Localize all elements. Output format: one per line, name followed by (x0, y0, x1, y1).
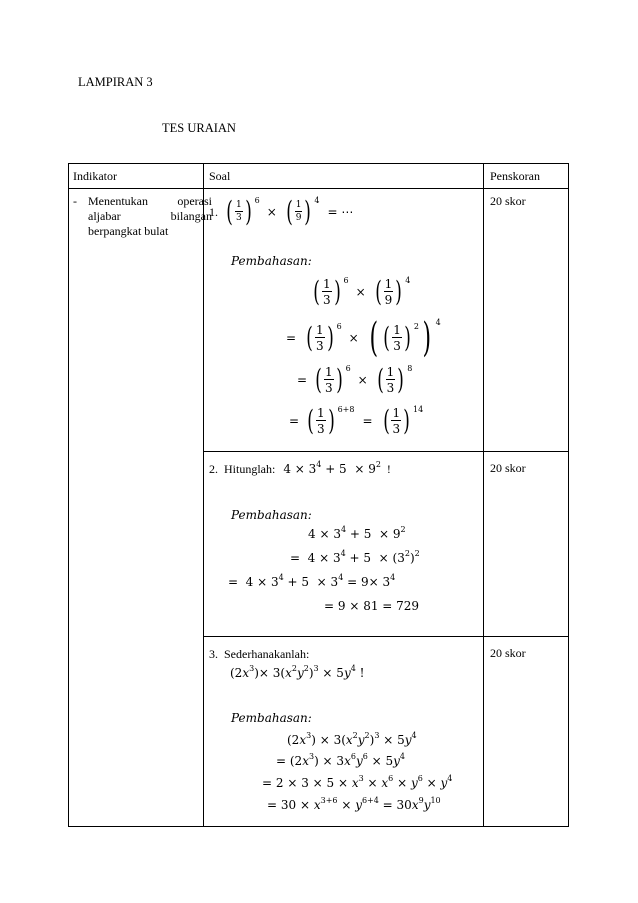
q3-number: 3. (209, 646, 218, 661)
q3-expression: $(2x^3)\times 3(x^2y^2)^3 \times 5y^4$ ! (230, 664, 365, 680)
q2-step-3-tail: = 9× 3 (347, 575, 391, 589)
q1-step-2: = ( $\frac{1}{3}$ ) 6 × ( ( $\frac{1}{3}$ ) 2 ) 4 (286, 315, 441, 361)
q2-expression: 2. Hitunglah: $4 \times 3^4 + 5 \times 9^2$ ! (209, 460, 391, 476)
q3-prompt: Sederhanakanlah: (224, 646, 310, 661)
header-indikator: Indikator (73, 169, 117, 183)
header-penskoran: Penskoran (490, 169, 540, 183)
q2-step-1: $4 \times 3^4 + 5 \times 9^2$ (308, 525, 406, 541)
q3-score: 20 skor (490, 646, 526, 660)
q2-step-4: = 9 × 81 = 729 (324, 599, 420, 613)
q2-pembahasan-label: Pembahasan: (231, 508, 312, 522)
page-title: LAMPIRAN 3 (78, 75, 153, 89)
q3-step-3: = $2 \times 3 \times 5 \times x^3 \times x^6 \times y^6 \times y^4$ (262, 774, 453, 790)
indikator-dash: - (73, 194, 77, 208)
q1-score: 20 skor (490, 194, 526, 208)
q2-step-2: = $4 \times 3^4 + 5 \times (3^2)^2$ (290, 549, 420, 565)
q2-score: 20 skor (490, 461, 526, 475)
q1-tail: = ⋯ (327, 205, 354, 219)
q3-pembahasan-label: Pembahasan: (231, 711, 312, 725)
q2-prompt: Hitunglah: (224, 461, 276, 476)
indikator-text: Menentukan operasi aljabar bilangan berpangkat bulat (88, 194, 212, 238)
q2-excl: ! (386, 461, 391, 476)
q1-pembahasan-label: Pembahasan: (231, 254, 312, 268)
q1-step-4: = ( $\frac{1}{3}$ ) 6+8 = ( $\frac{1}{3}$ ) 14 (289, 404, 424, 437)
q2-step-3: = $4 \times 3^4 + 5 \times 3^4 = 9\times 3^4$ (228, 573, 396, 589)
q1-step-1: ( $\frac{1}{3}$ ) 6 × ( $\frac{1}{9}$ ) 4 (313, 275, 411, 308)
q3-step-1: $(2x^3) \times 3(x^2y^2)^3 \times 5y^4$ (287, 731, 417, 747)
q3-step-2: = $(2x^3) \times 3x^6y^6 \times 5y^4$ (276, 752, 406, 768)
q1-expression: 1. ( $\frac{1}{3}$ ) 6 × ( $\frac{1}{9}$ ) 4 = ⋯ (209, 195, 354, 228)
q3-step-4: = $30 \times x^{3+6} \times y^{6+4} = 30x^9y^{10}$ (267, 796, 441, 812)
q2-number: 2. (209, 461, 218, 476)
page-subtitle: TES URAIAN (162, 121, 236, 135)
header-soal: Soal (209, 169, 231, 183)
q1-number: 1. (209, 204, 218, 219)
q3-heading (209, 645, 309, 663)
q1-step-3: = ( $\frac{1}{3}$ ) 6 × ( $\frac{1}{3}$ ) 8 (297, 363, 413, 396)
